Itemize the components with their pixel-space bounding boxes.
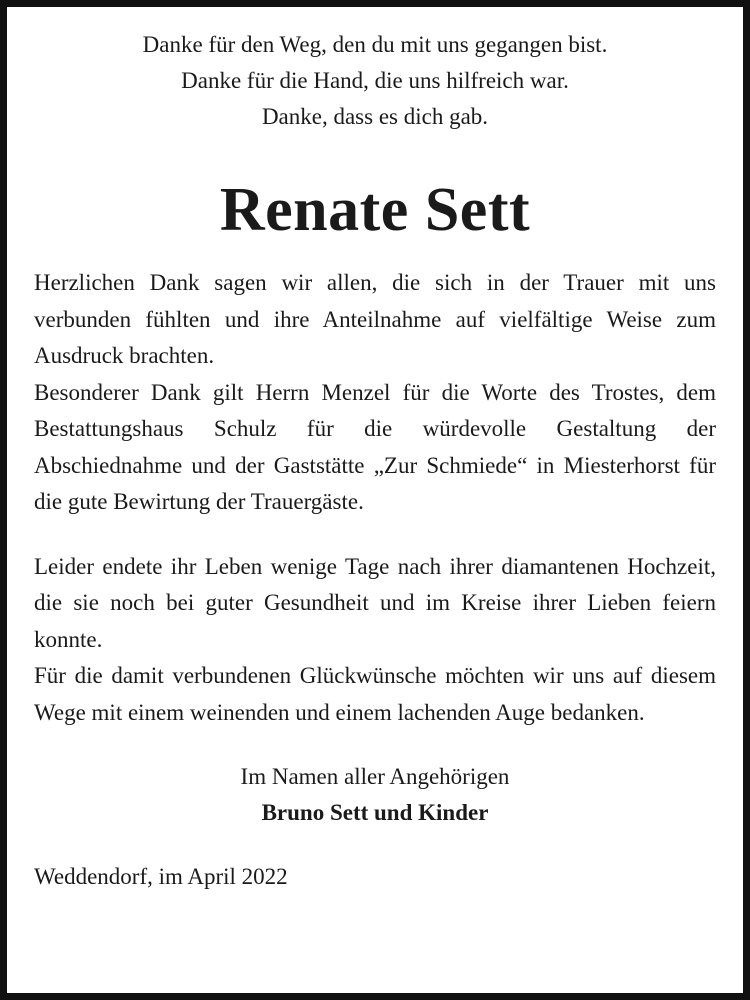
motto-line: Danke, dass es dich gab. (261, 104, 489, 129)
motto-line: Danke für die Hand, die uns hilfreich war. (181, 68, 569, 93)
signature (34, 759, 716, 831)
congratulations-thanks-paragraph: Für die damit verbundenen Glückwünsche möchten wir uns auf diesem Wege mit einem weinenden und einem lachenden Auge bedanken. (34, 663, 716, 725)
motto-line: Danke für den Weg, den du mit uns gegangen bist. (142, 32, 608, 57)
deceased-name: Renate Sett (219, 176, 531, 244)
motto (34, 27, 716, 135)
signature-signers: Bruno Sett und Kinder (261, 800, 489, 825)
place-date: Weddendorf, im April 2022 (34, 864, 288, 889)
obituary-notice (34, 27, 716, 895)
life-paragraph: Leider endete ihr Leben wenige Tage nach ihrer diamantenen Hochzeit, die sie noch bei guter Gesundheit und im Kreise ihrer Lieben feiern konnte. (34, 553, 716, 652)
thanks-paragraph: Herzlichen Dank sagen wir allen, die sich in der Trauer mit uns verbunden fühlten und ihre Anteilnahme auf vielfältige Weise zum Ausdruck brachten. (34, 270, 716, 368)
thanks-section (34, 265, 716, 521)
special-thanks-paragraph: Besonderer Dank gilt Herrn Menzel für die Worte des Trostes, dem Bestattungshaus Schulz für die würdevolle Gestaltung der Abschiednahme und der Gaststätte „Zur Schmiede“ in Miesterhorst für die gute Bewirtung der Trauergäste. (34, 379, 716, 514)
signature-intro: Im Namen aller Angehörigen (240, 764, 510, 789)
life-section (34, 549, 716, 732)
